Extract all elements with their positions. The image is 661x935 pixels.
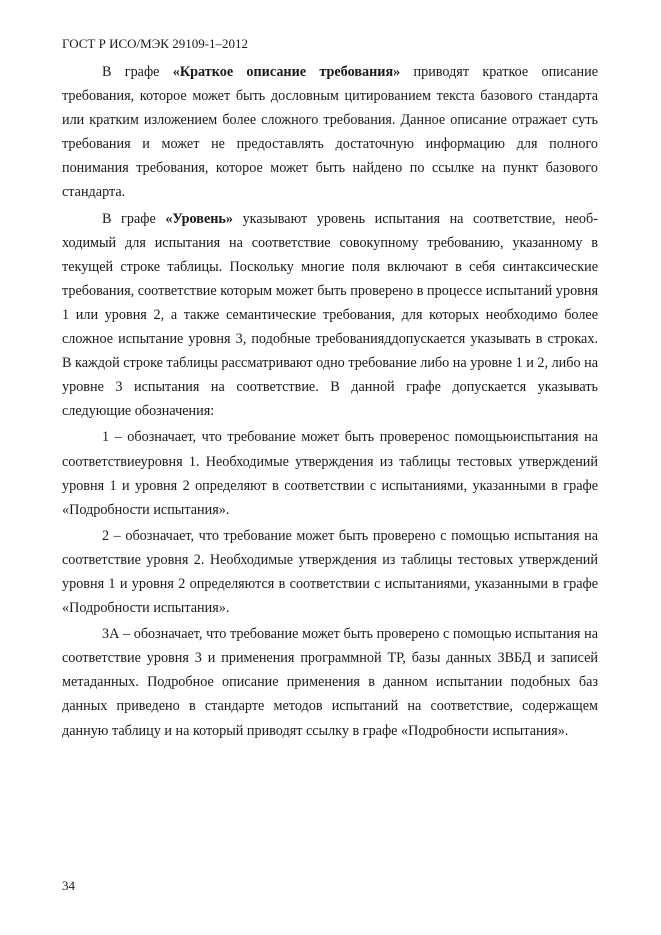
- column-name-brief-description: «Краткое описание требования»: [172, 64, 401, 80]
- paragraph-body: 1 – обозначает, что требование может быть проверенос помощьюиспытания на соответствиеуровня 1. Необходимые утверждения из таблицы тестовых утверждений уровня 1 и уровня 2 определяют в соответствии с испытаниями, указанными в графе «Подробности испытания».: [62, 429, 598, 518]
- paragraph-level-3a: [62, 622, 598, 742]
- column-name-level: «Уровень»: [165, 210, 234, 227]
- paragraph-body: 3А – обозначает, что требование может быть проверено с помощью испытания на соответствие уровня 3 и применения программной ТР, базы данных ЗВБД и записей метаданных. Подробное описание применения в данном испытании подобных баз данных приведено в стандарте методов испытаний на соответствие, содержащем данную таблицу и на который приводят ссылку в графе «Подробности испытания».: [62, 626, 598, 739]
- paragraph-level-1: [62, 425, 598, 521]
- paragraph-level: [62, 207, 598, 424]
- paragraph-body: 2 – обозначает, что требование может быть проверено с помощью испытания на соответствие уровня 2. Необходимые утверждения из таблицы тестовых утверждений уровня 1 и уровня 2 определяются в соответствии с испытаниями, указанными в графе «Подробности испытания».: [62, 527, 598, 617]
- body-text: [62, 60, 598, 745]
- paragraph-brief-description: [62, 60, 598, 205]
- running-header: ГОСТ Р ИСО/МЭК 29109-1–2012: [62, 36, 249, 51]
- paragraph-lead: В графе: [102, 210, 166, 227]
- paragraph-body: указывают уровень испытания на соответствие, необходимый для испытания на соответствие совокупному требованию, указанному в текущей строке таблицы. Поскольку многие поля включают в себя синтаксические требования, соответствие которым может быть проверено в процессе испытаний уровня 1 или уровня 2, а также семантические требования, для которых необходимо более сложное испытание уровня 3, подобные требованияддопускается указывать в строках. В каждой строке таблицы рассматривают одно требование либо на уровне 1 и 2, либо на уровне 3 испытания на соответствие. В данной графе допускается указывать следующие обозначения:: [62, 210, 599, 420]
- paragraph-level-2: [62, 524, 598, 620]
- paragraph-body: приводят краткое описание требования, которое может быть дословным цитированием текста базового стандарта или кратким изложением более сложного требования. Данное описание отражает суть требования и может не предоставлять достаточную информацию для полного понимания требования, которое может быть найдено по ссылке на пункт базового стандарта.: [62, 64, 598, 201]
- paragraph-lead: В графе: [102, 64, 173, 80]
- page-number: 34: [62, 878, 75, 893]
